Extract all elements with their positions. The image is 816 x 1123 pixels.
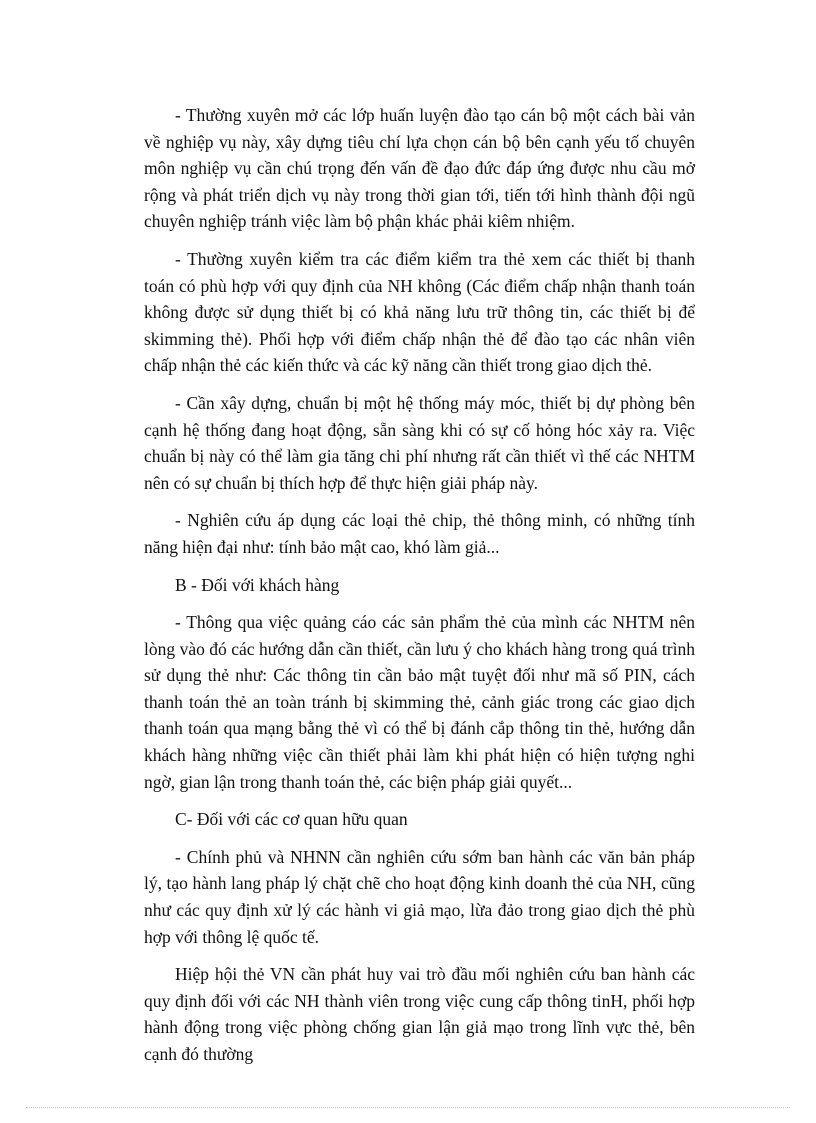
paragraph-staff-training: - Thường xuyên mở các lớp huấn luyện đào tạo cán bộ một cách bài vản về nghiệp vụ này, xây dựng tiêu chí lựa chọn cán bộ bên cạnh yếu tố chuyên môn nghiệp vụ cần chú trọng đến vấn đề đạo đức đáp ứng được nhu cầu mở rộng và phát triển dịch vụ này trong thời gian tới, tiến tới hình thành đội ngũ chuyên nghiệp tránh việc làm bộ phận khác phải kiêm nhiệm.: [144, 105, 695, 232]
paragraph-government-regulation: - Chính phủ và NHNN cần nghiên cứu sớm ban hành các văn bản pháp lý, tạo hành lang pháp lý chặt chẽ cho hoạt động kinh doanh thẻ của NH, cũng như các quy định xử lý các hành vi giả mạo, lừa đảo trong giao dịch thẻ phù hợp với thông lệ quốc tế.: [144, 846, 695, 947]
paragraph-customer-guidance: - Thông qua việc quảng cáo các sản phẩm thẻ của mình các NHTM nên lòng vào đó các hướng dẫn cần thiết, cần lưu ý cho khách hàng trong quá trình sử dụng thẻ như: Các thông tin cần bảo mật tuyệt đối như mã số PIN, cách thanh toán thẻ an toàn tránh bị skimming thẻ, cảnh giác trong các giao dịch thanh toán qua mạng bằng thẻ vì có thể bị đánh cắp thông tin thẻ, hướng dẫn khách hàng những việc cần thiết phải làm khi phát hiện có hiện tượng nghi ngờ, gian lận trong thanh toán thẻ, các biện pháp giải quyết...: [144, 612, 695, 792]
paragraph-backup-systems: - Cần xây dựng, chuẩn bị một hệ thống máy móc, thiết bị dự phòng bên cạnh hệ thống đang hoạt động, sẵn sàng khi có sự cố hỏng hóc xảy ra. Việc chuẩn bị này có thể làm gia tăng chi phí nhưng rất cần thiết vì thế các NHTM nên có sự chuẩn bị thích hợp để thực hiện giải pháp này.: [144, 392, 695, 493]
paragraph-chip-cards: - Nghiên cứu áp dụng các loại thẻ chip, thẻ thông minh, có những tính năng hiện đại như: tính bảo mật cao, khó làm giả...: [144, 510, 695, 557]
paragraph-card-association: Hiệp hội thẻ VN cần phát huy vai trò đầu mối nghiên cứu ban hành các quy định đối với các NH thành viên trong việc cung cấp thông tinH, phối hợp hành động trong việc phòng chống gian lận giả mạo trong lĩnh vực thẻ, bên cạnh đó thường: [144, 964, 695, 1064]
document-body: [144, 102, 695, 1079]
paragraph-terminal-inspection: - Thường xuyên kiểm tra các điểm kiểm tra thẻ xem các thiết bị thanh toán có phù hợp với quy định của NH không (Các điểm chấp nhận thanh toán không được sử dụng thiết bị có khả năng lưu trữ thông tin, các thiết bị để skimming thẻ). Phối hợp với điểm chấp nhận thẻ để đào tạo các nhân viên chấp nhận thẻ các kiến thức và các kỹ năng cần thiết trong giao dịch thẻ.: [144, 248, 695, 376]
section-heading-customers: B - Đối với khách hàng: [175, 574, 340, 595]
page-bottom-divider: [26, 1107, 790, 1108]
section-heading-authorities: C- Đối với các cơ quan hữu quan: [175, 809, 408, 830]
